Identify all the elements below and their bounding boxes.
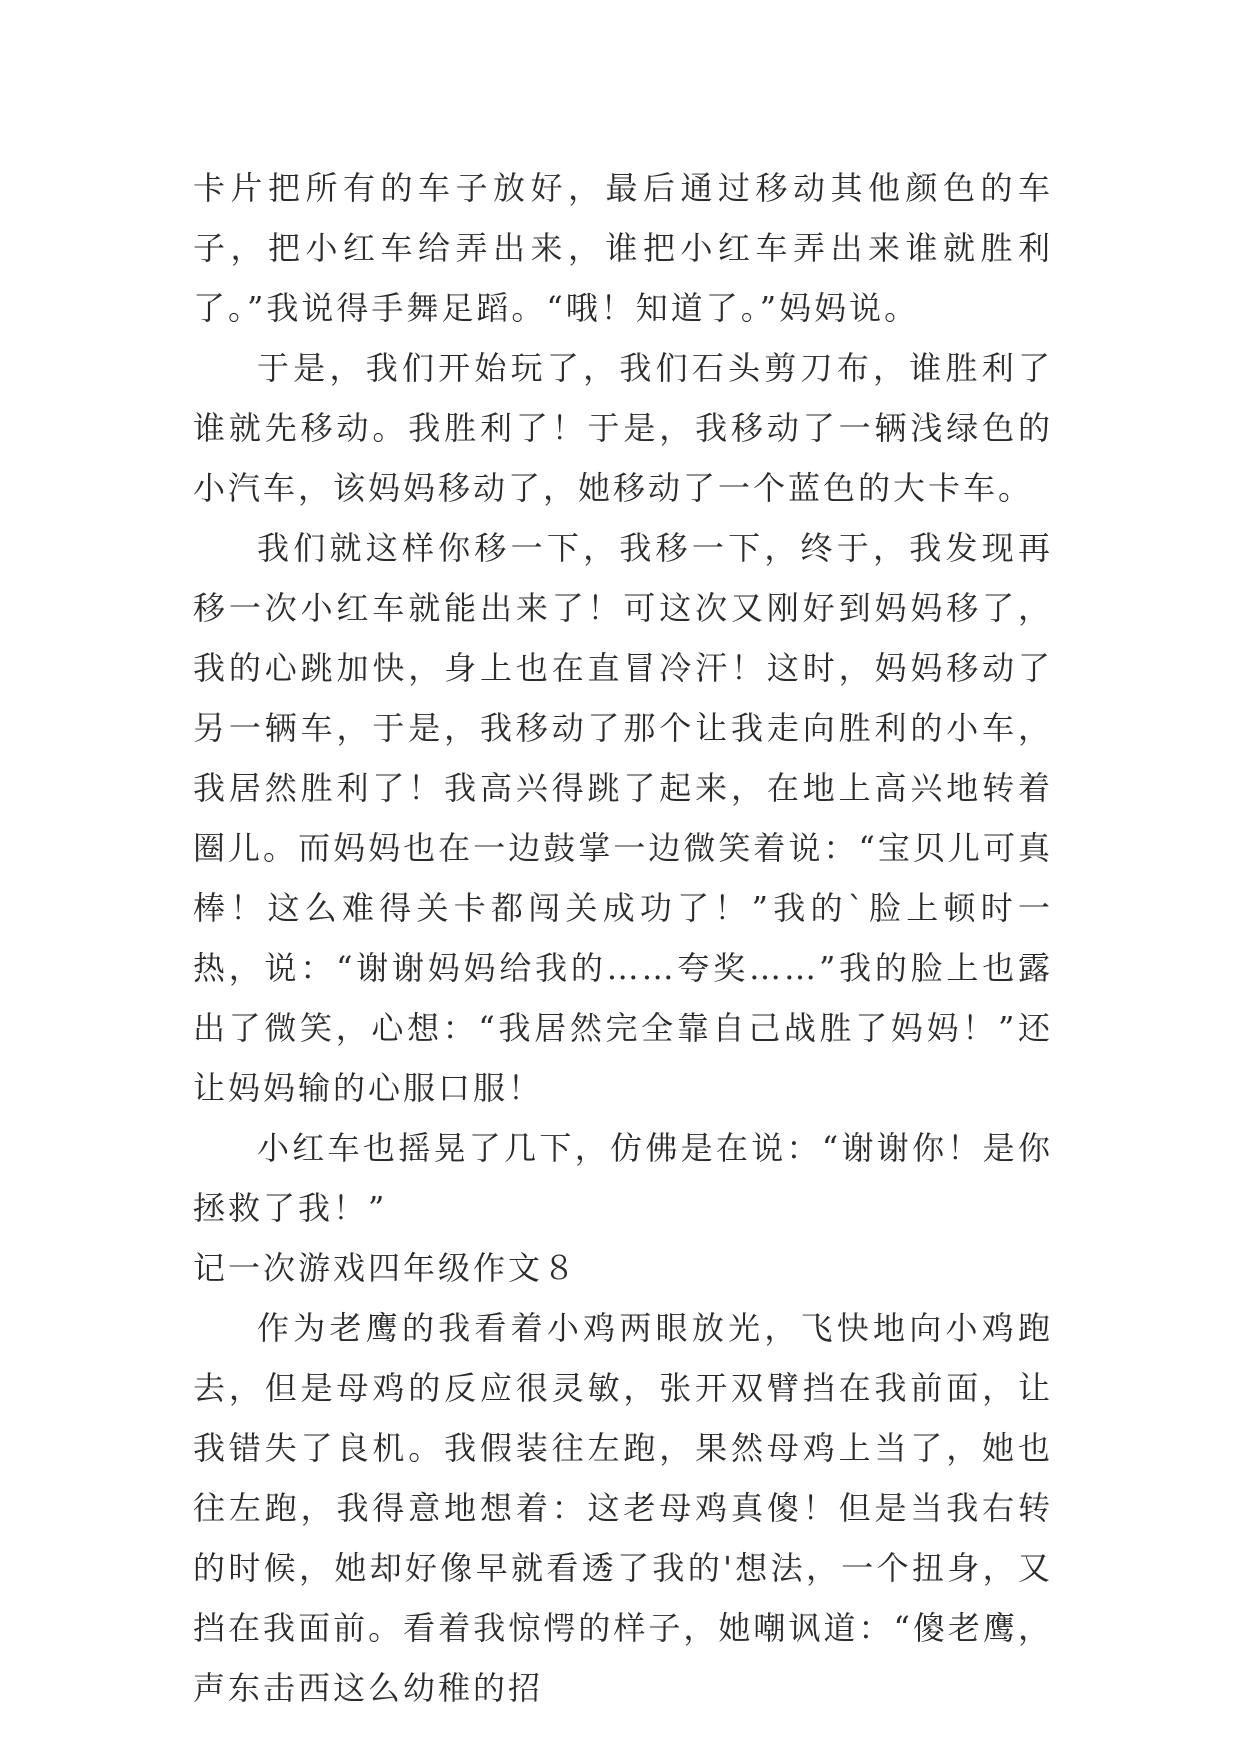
paragraph-4: 小红车也摇晃了几下，仿佛是在说：“谢谢你！是你拯救了我！” <box>193 1129 1053 1227</box>
paragraph-5: 作为老鹰的我看着小鸡两眼放光，飞快地向小鸡跑去，但是母鸡的反应很灵敏，张开双臂挡在我前面，让我错失了良机。我假装往左跑，果然母鸡上当了，她也往左跑，我得意地想着：这老母鸡真傻！但是当我右转的时候，她却好像早就看透了我的'想法，一个扭身，又挡在我面前。看着我惊愕的样子，她嘲讽道：“傻老鹰，声东击西这么幼稚的招 <box>193 1309 1053 1707</box>
document-body <box>193 158 1053 1718</box>
paragraph-3: 我们就这样你移一下，我移一下，终于，我发现再移一次小红车就能出来了！可这次又刚好到妈妈移了，我的心跳加快，身上也在直冒冷汗！这时，妈妈移动了另一辆车，于是，我移动了那个让我走向胜利的小车，我居然胜利了！我高兴得跳了起来，在地上高兴地转着圈儿。而妈妈也在一边鼓掌一边微笑着说：“宝贝儿可真棒！这么难得关卡都闯关成功了！”我的`脸上顿时一热，说：“谢谢妈妈给我的……夸奖……”我的脸上也露出了微笑，心想：“我居然完全靠自己战胜了妈妈！”还让妈妈输的心服口服！ <box>193 529 1053 1107</box>
paragraph-2: 于是，我们开始玩了，我们石头剪刀布，谁胜利了谁就先移动。我胜利了！于是，我移动了一辆浅绿色的小汽车，该妈妈移动了，她移动了一个蓝色的大卡车。 <box>193 349 1053 507</box>
essay-heading: 记一次游戏四年级作文８ <box>193 1249 579 1287</box>
paragraph-1: 卡片把所有的车子放好，最后通过移动其他颜色的车子，把小红车给弄出来，谁把小红车弄出来谁就胜利了。”我说得手舞足蹈。“哦！知道了。”妈妈说。 <box>193 169 1053 327</box>
